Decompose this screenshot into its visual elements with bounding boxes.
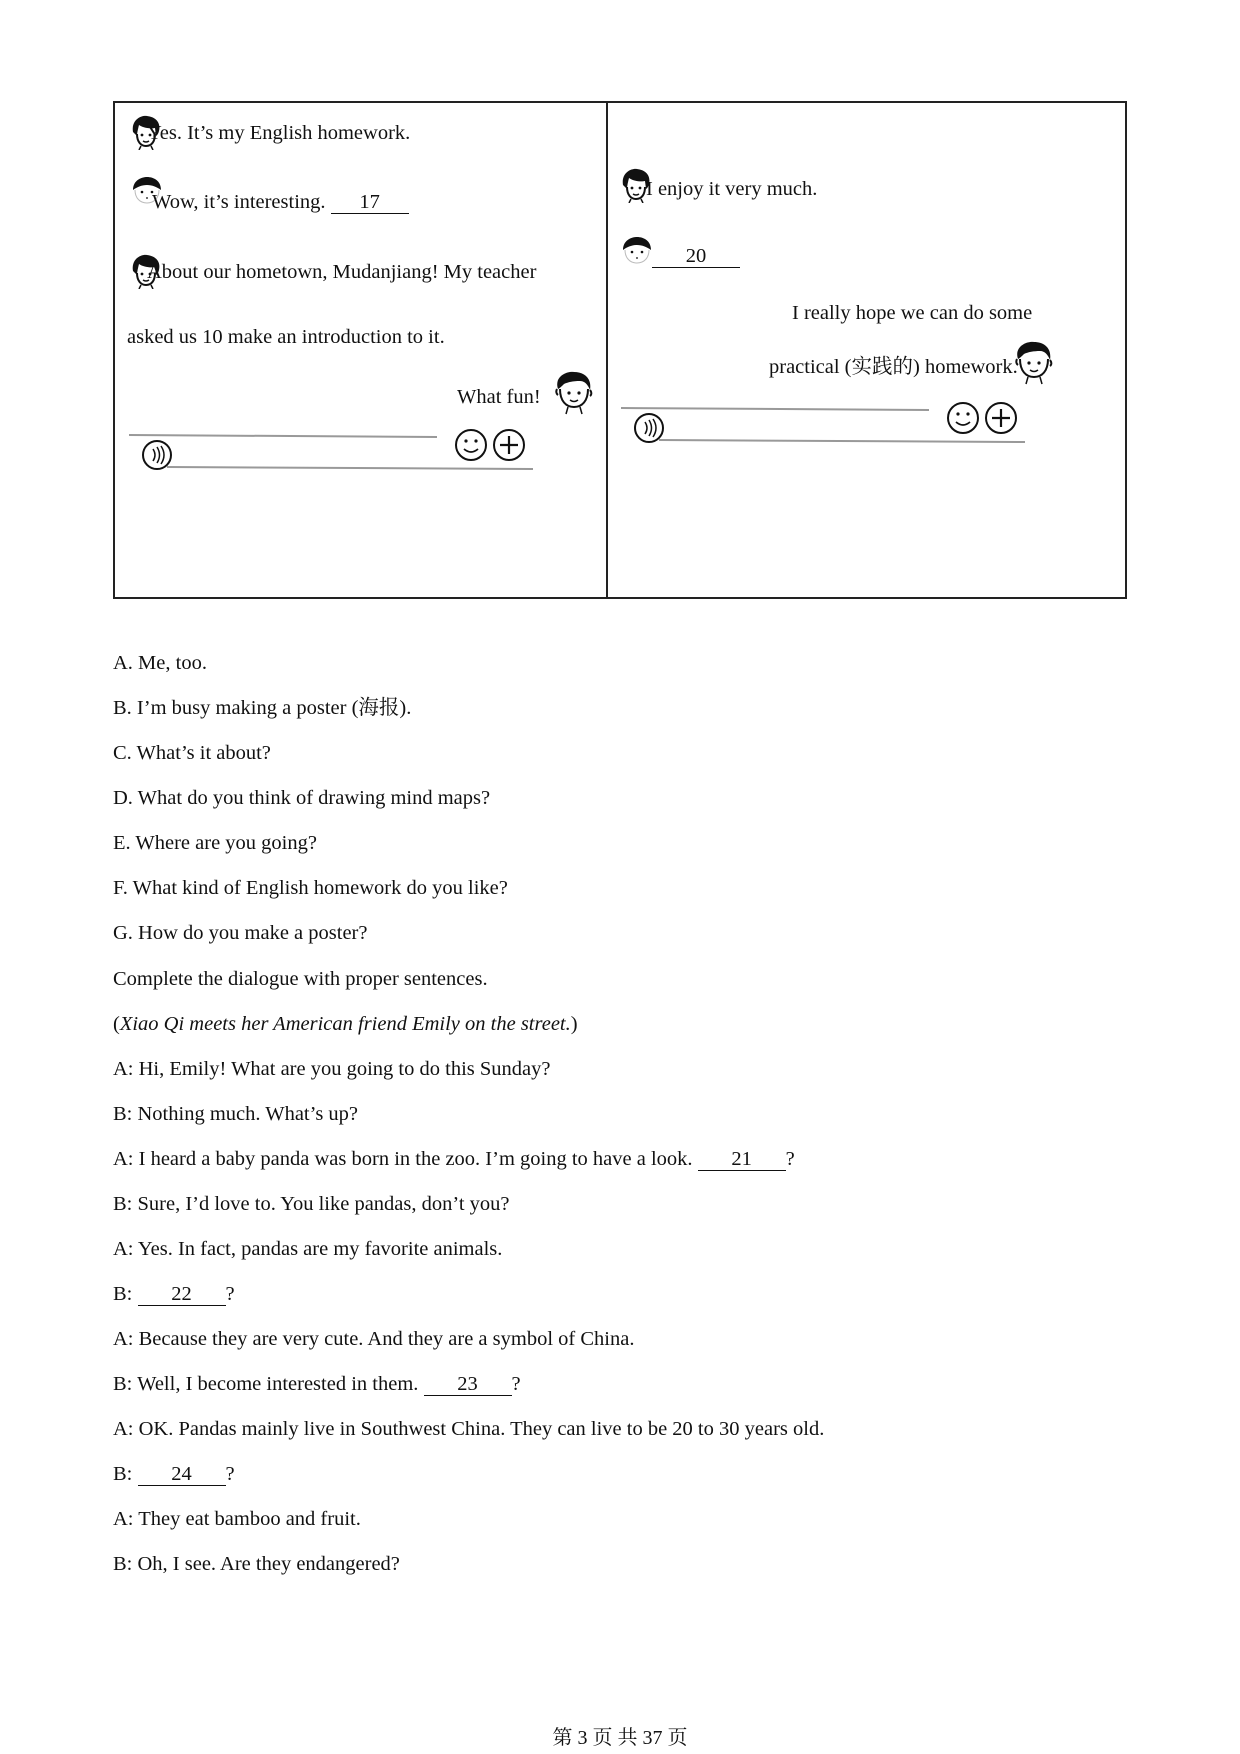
chat-input-bar[interactable] [127, 429, 535, 475]
left-line-1: Yes. It’s my English homework. [147, 122, 411, 144]
dialogue-left-column [115, 103, 606, 597]
section2-instruction: Complete the dialogue with proper sentences. [113, 968, 488, 990]
dialogue-line-8 [113, 1371, 521, 1397]
answer-blank-21[interactable]: 21 [698, 1148, 786, 1171]
left-line-3: About our hometown, Mudanjiang! My teacher [147, 261, 537, 283]
boy-face-icon [620, 236, 654, 266]
option-c: C. What’s it about? [113, 742, 271, 764]
right-line-4: practical (实践的) homework. [769, 356, 1018, 378]
question-mark: ? [225, 1283, 235, 1305]
dialogue-line-3 [113, 1146, 795, 1172]
dialogue-line-4: B: Sure, I’d love to. You like pandas, don’t you? [113, 1193, 510, 1215]
speaker-b: B: [113, 1283, 138, 1305]
setting-text: Xiao Qi meets her American friend Emily on the street. [119, 1013, 571, 1035]
dialogue-right-column [608, 103, 1127, 597]
dialogue-line-3-text: A: I heard a baby panda was born in the zoo. I’m going to have a look. [113, 1148, 698, 1170]
option-f: F. What kind of English homework do you like? [113, 877, 508, 899]
dialogue-line-11: A: They eat bamboo and fruit. [113, 1508, 361, 1530]
left-line-5: What fun! [457, 386, 541, 408]
curly-girl-face-icon [1012, 339, 1056, 385]
option-a: A. Me, too. [113, 652, 207, 674]
chat-input-bar[interactable] [619, 402, 1027, 448]
right-line-1: I enjoy it very much. [646, 178, 818, 200]
right-line-2 [652, 244, 740, 268]
dialogue-line-5: A: Yes. In fact, pandas are my favorite animals. [113, 1238, 503, 1260]
answer-blank-22[interactable]: 22 [138, 1283, 226, 1306]
dialogue-line-1: A: Hi, Emily! What are you going to do this Sunday? [113, 1058, 551, 1080]
right-line-3: I really hope we can do some [792, 302, 1033, 324]
answer-blank-17[interactable]: 17 [331, 191, 409, 214]
dialogue-line-2: B: Nothing much. What’s up? [113, 1103, 359, 1125]
dialogue-line-6 [113, 1281, 235, 1307]
dialogue-line-8-text: B: Well, I become interested in them. [113, 1373, 424, 1395]
dialogue-line-7: A: Because they are very cute. And they are a symbol of China. [113, 1328, 635, 1350]
question-mark: ? [511, 1373, 521, 1395]
section2-setting [113, 1011, 578, 1037]
setting-open-paren: ( [113, 1013, 120, 1035]
dialogue-line-12: B: Oh, I see. Are they endangered? [113, 1553, 400, 1575]
left-line-4: asked us 10 make an introduction to it. [127, 326, 445, 348]
answer-blank-24[interactable]: 24 [138, 1463, 226, 1486]
dialogue-box [113, 101, 1127, 599]
option-g: G. How do you make a poster? [113, 922, 368, 944]
setting-close-paren: ) [570, 1013, 578, 1035]
question-mark: ? [225, 1463, 235, 1485]
option-d: D. What do you think of drawing mind maps? [113, 787, 491, 809]
dialogue-line-10 [113, 1461, 235, 1487]
left-line-2 [152, 190, 409, 214]
question-mark: ? [785, 1148, 795, 1170]
answer-blank-23[interactable]: 23 [424, 1373, 512, 1396]
curly-girl-face-icon [552, 369, 596, 415]
left-line-2-text: Wow, it’s interesting. [152, 191, 331, 213]
option-e: E. Where are you going? [113, 832, 317, 854]
speaker-b: B: [113, 1463, 138, 1485]
dialogue-line-9: A: OK. Pandas mainly live in Southwest China. They can live to be 20 to 30 years old. [113, 1418, 825, 1440]
answer-blank-20[interactable]: 20 [652, 245, 740, 268]
option-b: B. I’m busy making a poster (海报). [113, 697, 412, 719]
page-number-footer: 第 3 页 共 37 页 [552, 1727, 688, 1749]
